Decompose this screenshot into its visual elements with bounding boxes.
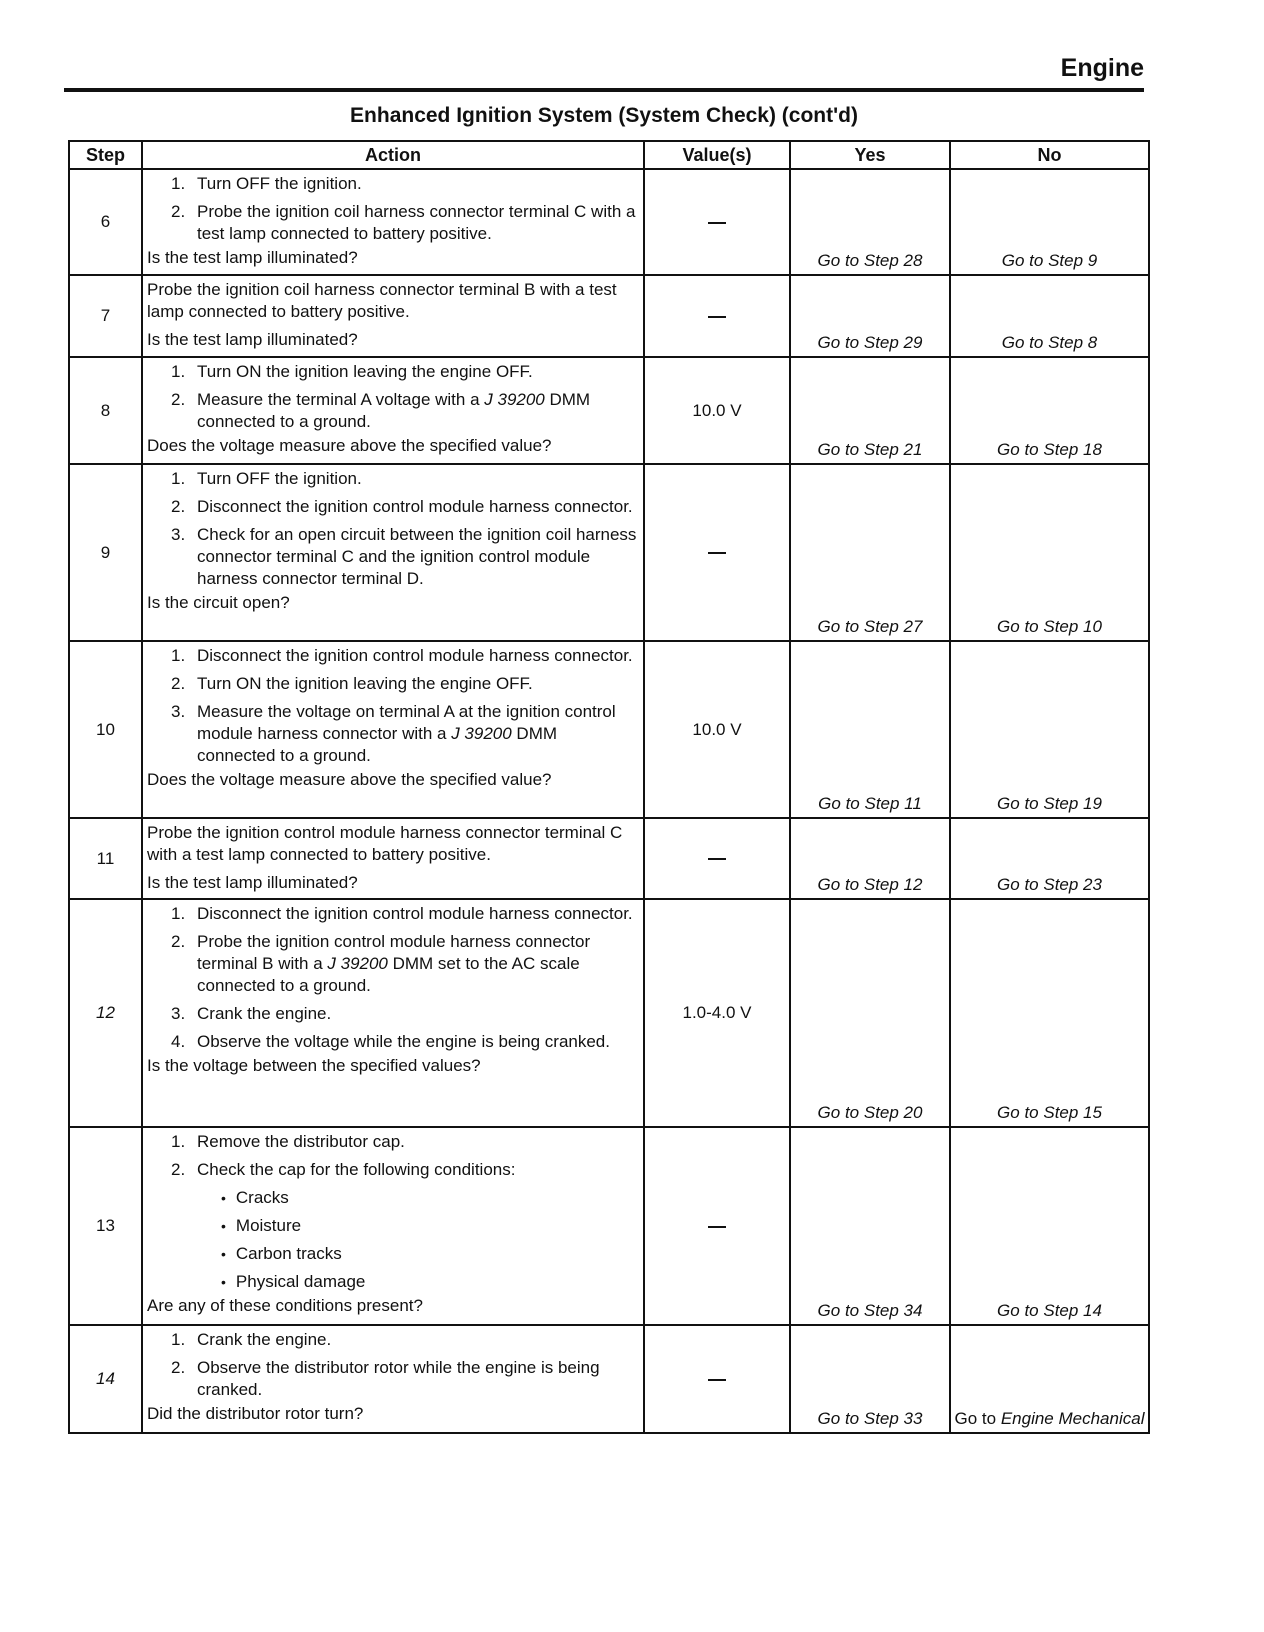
yes-cell: Go to Step 12 — [790, 818, 950, 899]
action-question: Is the test lamp illuminated? — [147, 330, 358, 349]
action-item: 1. Turn OFF the ignition. — [171, 174, 362, 193]
action-item: 1. Disconnect the ignition control module harness connector. — [171, 646, 633, 665]
action-question: Does the voltage measure above the specified value? — [147, 770, 552, 789]
yes-cell: Go to Step 34 — [790, 1127, 950, 1325]
value-cell: 10.0 V — [644, 641, 790, 818]
engine-mechanical-reference: Engine Mechanical — [1000, 1409, 1145, 1428]
condition-bullet: • Moisture — [197, 1215, 639, 1237]
column-header-values: Value(s) — [644, 141, 790, 169]
action-question: Are any of these conditions present? — [147, 1296, 423, 1315]
table-row — [69, 169, 1149, 275]
table-row — [69, 818, 1149, 899]
action-cell — [142, 1325, 644, 1433]
no-value-dash — [708, 858, 726, 860]
action-cell — [142, 464, 644, 641]
action-item: 1. Disconnect the ignition control module harness connector. — [171, 904, 633, 923]
column-header-no: No — [950, 141, 1149, 169]
action-item: 2. Probe the ignition control module harness connector terminal B with a J 39200 DMM set to the AC scale connected to a ground. — [171, 932, 591, 995]
yes-cell: Go to Step 27 — [790, 464, 950, 641]
action-item: 1. Remove the distributor cap. — [171, 1132, 405, 1151]
no-value-dash — [708, 1226, 726, 1228]
condition-bullet: • Physical damage — [197, 1271, 639, 1293]
action-text: Probe the ignition control module harness connector terminal C with a test lamp connected to battery positive. — [147, 823, 623, 864]
action-cell — [142, 899, 644, 1127]
no-value-dash — [708, 316, 726, 318]
action-item: 1. Turn ON the ignition leaving the engine OFF. — [171, 362, 533, 381]
tool-reference: J 39200 — [484, 390, 545, 409]
condition-bullet: • Carbon tracks — [197, 1243, 639, 1265]
action-question: Is the test lamp illuminated? — [147, 248, 358, 267]
yes-cell: Go to Step 20 — [790, 899, 950, 1127]
step-number: 14 — [69, 1325, 142, 1433]
column-header-step: Step — [69, 141, 142, 169]
value-cell — [644, 1325, 790, 1433]
table-row — [69, 464, 1149, 641]
action-cell — [142, 357, 644, 464]
table-row — [69, 1127, 1149, 1325]
value-cell: 1.0-4.0 V — [644, 899, 790, 1127]
step-number: 11 — [69, 818, 142, 899]
table-row — [69, 1325, 1149, 1433]
action-item: 2. Probe the ignition coil harness connector terminal C with a test lamp connected to battery positive. — [171, 202, 636, 243]
table-row — [69, 899, 1149, 1127]
value-cell — [644, 818, 790, 899]
yes-cell: Go to Step 11 — [790, 641, 950, 818]
action-cell — [142, 818, 644, 899]
no-value-dash — [708, 222, 726, 224]
no-cell: Go to Step 9 — [950, 169, 1149, 275]
condition-bullet: • Cracks — [197, 1187, 639, 1209]
step-number: 8 — [69, 357, 142, 464]
action-cell — [142, 169, 644, 275]
system-check-table — [68, 140, 1150, 1434]
step-number: 9 — [69, 464, 142, 641]
action-item: 3. Crank the engine. — [171, 1004, 332, 1023]
column-header-action: Action — [142, 141, 644, 169]
step-number: 10 — [69, 641, 142, 818]
action-item: 3. Check for an open circuit between the ignition coil harness connector terminal C and the ignition control module harness connector terminal D. — [171, 525, 637, 588]
step-number: 12 — [69, 899, 142, 1127]
table-title: Enhanced Ignition System (System Check) (cont'd) — [350, 104, 858, 127]
action-text: Probe the ignition coil harness connector terminal B with a test lamp connected to battery positive. — [147, 280, 617, 321]
tool-reference: J 39200 — [451, 724, 512, 743]
section-title: Engine — [1060, 54, 1144, 82]
yes-cell: Go to Step 29 — [790, 275, 950, 357]
yes-cell: Go to Step 33 — [790, 1325, 950, 1433]
action-question: Is the circuit open? — [147, 593, 290, 612]
no-cell: Go to Step 15 — [950, 899, 1149, 1127]
no-cell: Go to Step 8 — [950, 275, 1149, 357]
no-cell: Go to Step 18 — [950, 357, 1149, 464]
column-header-yes: Yes — [790, 141, 950, 169]
action-question: Does the voltage measure above the specified value? — [147, 436, 552, 455]
value-cell — [644, 169, 790, 275]
action-item: 2. Turn ON the ignition leaving the engine OFF. — [171, 674, 533, 693]
action-item: 4. Observe the voltage while the engine is being cranked. — [171, 1032, 610, 1051]
no-value-dash — [708, 1379, 726, 1381]
action-item: 2. Measure the terminal A voltage with a J 39200 DMM connected to a ground. — [171, 390, 591, 431]
action-cell — [142, 275, 644, 357]
action-question: Is the test lamp illuminated? — [147, 873, 358, 892]
value-cell: 10.0 V — [644, 357, 790, 464]
header-row — [69, 141, 1149, 169]
table-row — [69, 275, 1149, 357]
step-number: 6 — [69, 169, 142, 275]
no-cell: Go to Step 10 — [950, 464, 1149, 641]
table-row — [69, 641, 1149, 818]
tool-reference: J 39200 — [327, 954, 388, 973]
no-cell: Go to Step 14 — [950, 1127, 1149, 1325]
action-item: 1. Crank the engine. — [171, 1330, 332, 1349]
value-cell — [644, 1127, 790, 1325]
action-cell — [142, 1127, 644, 1325]
yes-cell: Go to Step 28 — [790, 169, 950, 275]
header-rule — [64, 88, 1144, 92]
action-item: 2. Disconnect the ignition control module harness connector. — [171, 497, 633, 516]
no-cell: Go to Step 23 — [950, 818, 1149, 899]
action-question: Is the voltage between the specified values? — [147, 1056, 481, 1075]
value-cell — [644, 275, 790, 357]
yes-cell: Go to Step 21 — [790, 357, 950, 464]
action-cell — [142, 641, 644, 818]
step-number: 7 — [69, 275, 142, 357]
action-item: 1. Turn OFF the ignition. — [171, 469, 362, 488]
no-value-dash — [708, 552, 726, 554]
action-item: 2. Check the cap for the following conditions: • Cracks • Moisture • Carbon tracks • Physical damage — [147, 1159, 639, 1293]
action-question: Did the distributor rotor turn? — [147, 1404, 364, 1423]
table-row — [69, 357, 1149, 464]
action-item: 3. Measure the voltage on terminal A at the ignition control module harness connector with a J 39200 DMM connected to a ground. — [171, 702, 616, 765]
value-cell — [644, 464, 790, 641]
action-item: 2. Observe the distributor rotor while the engine is being cranked. — [171, 1358, 600, 1399]
no-cell: Go to Step 19 — [950, 641, 1149, 818]
no-cell: Go to Engine Mechanical — [950, 1325, 1149, 1433]
step-number: 13 — [69, 1127, 142, 1325]
